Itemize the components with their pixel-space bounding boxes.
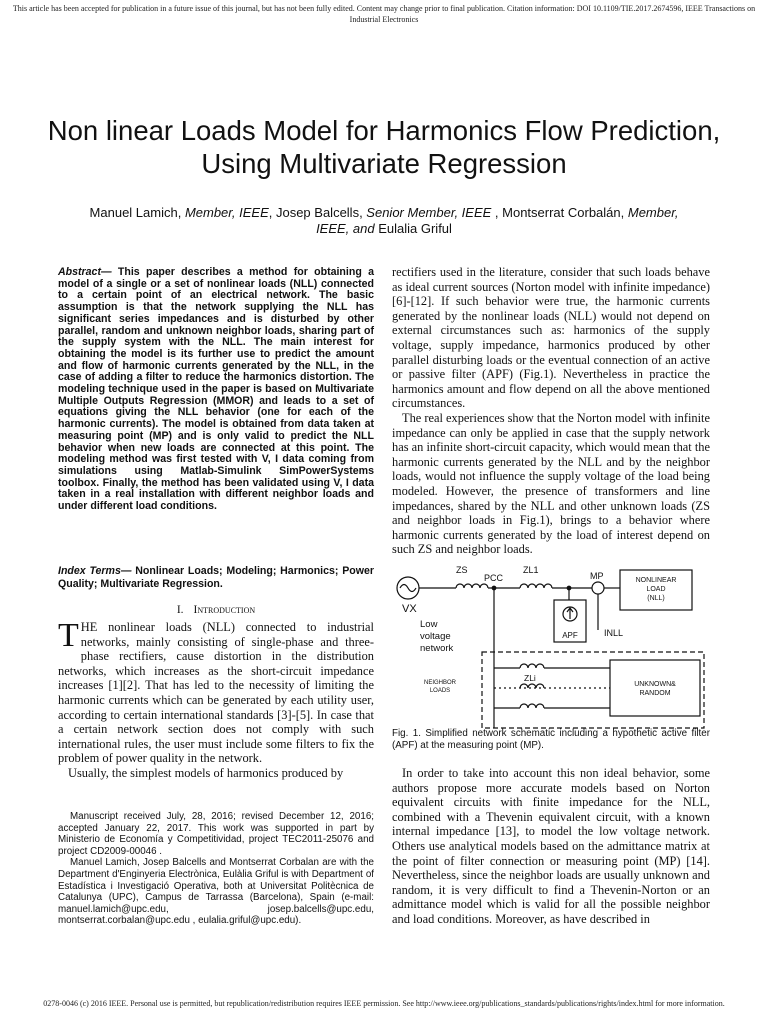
label-inll: INLL [604, 628, 624, 638]
copyright-footer: 0278-0046 (c) 2016 IEEE. Personal use is permitted, but republication/redistribution requires IEEE permission. See http://www.ieee.org/publications_standards/publications/rights/index.html for more information. [43, 999, 725, 1008]
low-voltage-line3: network [420, 643, 454, 654]
abstract-label: Abstract— [58, 266, 112, 278]
index-terms-text: Nonlinear Loads; Modeling; Harmonics; Power Quality; Multivariate Regression. [58, 565, 375, 590]
author-name: , Josep Balcells, [268, 205, 367, 220]
figure-caption: Fig. 1. Simplified network schematic including a hypothetic active filter (APF) at the measuring point (MP). [392, 728, 710, 751]
author-name: Manuel Lamich, [89, 205, 185, 220]
neighbor-line2: LOADS [429, 688, 451, 694]
author-affiliation: Senior Member, IEEE [366, 205, 492, 220]
index-terms [58, 565, 374, 590]
nll-box-line3: (NLL) [647, 595, 665, 602]
label-pcc: PCC [484, 573, 504, 583]
footnote [58, 811, 374, 927]
author-list [80, 205, 688, 237]
nll-box-line1: NONLINEAR [635, 577, 677, 584]
footnote-affiliations: Manuel Lamich, Josep Balcells and Montserrat Corbalan are with the Department d'Enginyeria Electrònica, Eulàlia Griful is with Department of Estadística i Investigació Operativa, both at Universitat Politècnica de Catalunya (UPC), Campus de Tarrassa (Barcelona), Spain (e-mail: manuel.lamich@upc.edu, josep.balcells@upc.edu, montserrat.corbalan@upc.edu , eulalia.griful@upc.edu). [58, 857, 374, 927]
section-heading [58, 603, 374, 617]
low-voltage-line2: voltage [420, 631, 451, 642]
inductor-neighbor-3-icon [520, 704, 544, 708]
label-zli: ZLi [524, 673, 536, 683]
body-paragraph: The real experiences show that the Norton model with infinite impedance can only be applied in case that the supply network has an infinite short-circuit capacity, which would mean that the harmonic currents generated by the NLL and by the neighbor loads, would not influence the supply voltage of the load being modeled. However, the presence of transformers and line impedances, shared by the NLL and other unknown loads (ZS and neighbor loads in Fig.1), brings to a behavior where harmonic currents generated by the load of interest depend on such ZS and neighbor loads. [392, 410, 710, 557]
label-vx: VX [402, 603, 417, 615]
nll-box-line2: LOAD [646, 586, 666, 593]
author-affiliation: Member, IEEE, and [316, 205, 679, 236]
unknown-random-box [610, 660, 700, 716]
unknown-box-line1: UNKNOWN& [634, 681, 676, 688]
author-name: , Montserrat Corbalán, [491, 205, 628, 220]
measuring-point-icon [592, 582, 604, 594]
ac-wave-icon [400, 585, 416, 592]
introduction-text [58, 617, 374, 781]
section-number: I. [176, 604, 184, 616]
intro-paragraph [58, 617, 374, 766]
abstract-text: This paper describes a method for obtaining a model of a single or a set of nonlinear loads (NLL) connected to a certain point of an electrical network. The basic assumption is that the network supplying the NLL has significant series impedances and is disturbed by other parallel, random and unknown neighbor loads, sharing part of the supply system with the NLL. The main interest for obtaining the model is its further use to predict the amount and flow of harmonic currents generated by the NLL, in the case of adding a filter to reduce the harmonics distortion. The modeling technique used in the paper is based on Multivariate Multiple Outputs Regression (MMOR) and leads to a set of equations giving the NLL behavior (one for each of the harmonic currents). The model is obtained from data taken at measuring point (MP) and is only valid to predict the NLL behavior when new loads are connected at this point. The modeling method was first tested with V, I data coming from simulations using Matlab-Simulink SimPowerSystems toolbox. Finally, the method has been validated using V, I data taken in a real installation with different neighbor loads and under different load conditions. [58, 266, 374, 513]
section-title: Introduction [193, 604, 256, 616]
label-zl1: ZL1 [523, 565, 539, 575]
figure-schematic [392, 560, 710, 730]
network-schematic-diagram [392, 560, 710, 730]
inductor-zl1-icon [520, 584, 552, 588]
body-paragraph: rectifiers used in the literature, consider that such loads behave as ideal current sources (Norton model with infinite impedance) [6]-[12]. If such behavior were true, the harmonic currents generated by the nonlinear loads (NLL) would not depend on external circumstances such as: harmonics of the supply voltage, supply impedance, harmonics produced by other parallel disturbing loads or the eventual connection of an active or passive filter (APF) (Fig.1). Nevertheless in practice the harmonics amount and flow depend on all the above mentioned circumstances. [392, 265, 710, 411]
inductor-zs-icon [456, 584, 488, 588]
body-paragraph: In order to take into account this non ideal behavior, some authors propose more accurate models based on Norton equivalent circuits with finite impedance for the NLL, combined with a Thevenin equivalent circuit, with a known internal impedance [13], to model the low voltage network. Others use analytical models based on the admittance matrix at the point of filter connection or measuring point (MP) [14]. Nevertheless, since the neighbor loads are usually unknown and random, it is very difficult to find a Thevenin-Norton or an admittance model which is valid for all the possible neighbor and load conditions. Moreover, as have described in [392, 766, 710, 926]
label-mp: MP [590, 571, 604, 581]
abstract [58, 267, 374, 513]
publication-notice: This article has been accepted for publication in a future issue of this journal, but has not been fully edited. Content may change prior to final publication. Citation information: DOI 10.1109/TIE.2017.2674596, IEEE Transactions on Industrial Electronics [12, 4, 756, 24]
low-voltage-line1: Low [420, 619, 438, 630]
drop-cap: T [58, 617, 79, 654]
label-zs: ZS [456, 565, 468, 575]
footnote-received: Manuscript received July, 28, 2016; revised December 12, 2016; accepted January 22, 2017. This work was supported in part by Ministerio de Economía y Competitividad, project TEC2011-25076 and project CD2009-00046 . [58, 811, 374, 857]
intro-paragraph: Usually, the simplest models of harmonics produced by [68, 765, 344, 780]
author-affiliation: Member, IEEE [184, 205, 269, 220]
intro-paragraph-text: HE nonlinear loads (NLL) connected to industrial networks, mainly consisting of single-phase and three-phase rectifiers, cause distortion in the distribution networks, which increases as the short-circuit impedance increases [1][2]. That has led to the necessity of limiting the harmonic currents which can be generated by each utility user, according to certain international standards [3]-[5]. In case that a certain network section does not comply with such international rules, the user must include some filters to fix the problem of power quality in the network. [58, 620, 374, 766]
neighbor-line1: NEIGHBOR [423, 680, 457, 686]
label-apf: APF [562, 631, 578, 640]
unknown-box-line2: RANDOM [639, 690, 671, 697]
index-terms-label: Index Terms— [58, 565, 132, 577]
author-name: Eulalia Griful [374, 221, 452, 236]
right-column-text [392, 265, 710, 557]
paper-title: Non linear Loads Model for Harmonics Flow Prediction, Using Multivariate Regression [47, 115, 721, 179]
inductor-neighbor-icon [520, 664, 544, 668]
right-column-text-lower [392, 766, 710, 927]
